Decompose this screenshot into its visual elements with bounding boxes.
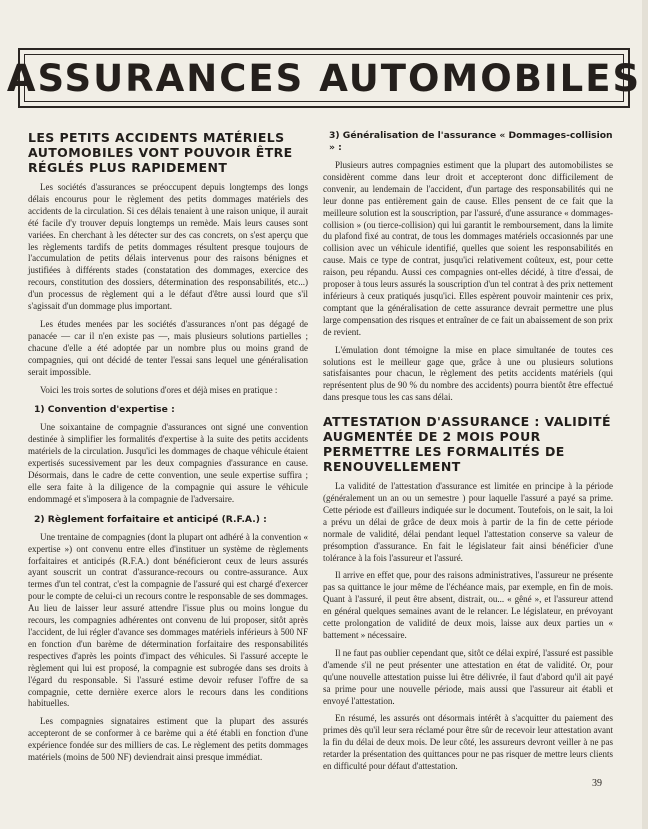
header-frame (6, 48, 642, 108)
article-heading-accidents: LES PETITS ACCIDENTS MATÉRIELS AUTOMOBILES VONT POUVOIR ÊTRE RÉGLÉS PLUS RAPIDEMENT (28, 130, 293, 175)
article-heading-attestation: ATTESTATION D'ASSURANCE : VALIDITÉ AUGMENTÉE DE 2 MOIS POUR PERMETTRE LES FORMALITÉS DE RENOUVELLEMENT (323, 414, 611, 475)
section-heading-convention: 1) Convention d'expertise : (34, 404, 175, 416)
page-title: ASSURANCES AUTOMOBILES (6, 56, 642, 100)
paragraph: Une trentaine de compagnies (dont la plupart ont adhéré à la convention « expertise ») ont convenu entre elles d'instituer un système de règlements forfaitaires et anticipés (R.F.A.) dont bénéficieront ceux de leurs assurés ayant souscrit un contrat d'assurance-recours ou contre-assurance. Aux termes d'un tel contrat, c'est la compagnie de l'assuré qui est chargé d'exercer pour le compte de celui-ci un recours contre le responsable de ses dommages. Au lieu de laisser leur assuré attendre l'issue plus ou moins longue du recours, les compagnies adhérentes ont convenu de lui proposer, sitôt après l'accident, de lui régler d'avance ses dommages matériels inférieurs à 500 NF en fonction d'un barème de détermination forfaitaire des responsabilités respectives d'après les points d'impact des véhicules. Si l'assuré accepte le règlement qui lui est proposé, la compagnie est subrogée dans ses droits à l'égard du responsable. Si l'assuré estime devoir refuser l'offre de sa compagnie, cette dernière exerce alors le recours dans les conditions habituelles. (28, 531, 308, 709)
section-heading-dommages-collision: 3) Généralisation de l'assurance « Dommages-collision » : (329, 130, 613, 153)
section-heading-rfa: 2) Règlement forfaitaire et anticipé (R.F.A.) : (34, 513, 267, 525)
paragraph: En résumé, les assurés ont désormais intérêt à s'acquitter du paiement des primes dès qu'il leur sera réclamé pour être sûr de recevoir leur attestation avant la fin du délai de deux mois. De leur côté, les assureurs devront veiller à ne pas retarder la présentation des quittances pour ne pas risquer de mettre leurs clients en difficulté pour défaut d'attestation. (323, 713, 613, 772)
paragraph: Il ne faut pas oublier cependant que, sitôt ce délai expiré, l'assuré est passible d'amende s'il ne peut présenter une attestation en état de validité. Or, pour qu'une nouvelle attestation puisse lui être délivrée, il faut d'abord qu'il ait payé sa prime pour une nouvelle période, mais aussi que l'assureur ait établi et envoyé l'attestation. (323, 647, 613, 706)
paragraph: Voici les trois sortes de solutions d'ores et déjà mises en pratique : (40, 384, 278, 395)
header-inner-frame (6, 54, 642, 102)
paragraph: L'émulation dont témoigne la mise en place simultanée de toutes ces solutions est le meilleur gage que, grâce à une ou plusieurs solutions satisfaisantes pour chacun, le règlement des petits accidents matériels (qui représentent plus de 90 % du nombre des accidents) pourra bientôt être effectué dans presque tous les cas sans délai. (323, 344, 613, 403)
left-column (28, 130, 308, 770)
right-column (323, 130, 613, 779)
paragraph: Une soixantaine de compagnie d'assurances ont signé une convention destinée à simplifier les formalités d'expertise à la suite des petits accidents matériels de la circulation. Jusqu'ici les dommages de chaque véhicule étaient expertisés sucessivement par les deux compagnies d'assurance en cause. Désormais, dans le cadre de cette convention, une seule expertise suffira ; elle sera faite à la diligence de la compagnie qui assure le véhicule endommagé et s'imposera à la compagnie de l'adversaire. (28, 422, 308, 504)
paragraph: Les études menées par les sociétés d'assurances n'ont pas dégagé de panacée — car il n'en existe pas —, mais plusieurs solutions partielles ; chacune d'elle a été adoptée par un nombre plus ou moins grand de compagnies, qui ont décidé de tenter l'essai sans lequel une généralisation serait impossible. (28, 318, 308, 377)
paragraph: La validité de l'attestation d'assurance est limitée en principe à la période (généralement un an ou un semestre ) pour laquelle l'assuré a payé sa prime. Cette période est d'ailleurs indiquée sur le document. Toutefois, on le sait, la loi a prévu un délai de grâce de deux mois à partir de la fin de cette période normale de validité, délai pendant lequel l'attestation conserve sa valeur de présomption d'assurance. En fait le législateur fait ainsi bénéficier d'une tolérance à la fois l'assureur et l'assuré. (323, 481, 613, 563)
paragraph: Les compagnies signataires estiment que la plupart des assurés accepteront de se conformer à ce barème qui a été établi en fonction d'une expérience fondée sur des milliers de cas. Le règlement des petits dommages matériels (moins de 500 NF) deviendrait ainsi presque immédiat. (28, 716, 308, 763)
paragraph: Les sociétés d'assurances se préoccupent depuis longtemps des longs délais encourus pour le règlement des petits dommages matériels des accidents de la circulation. Si ces délais tenaient à une raison unique, il aurait été facile d'y trouver depuis longtemps un remède. Mais leurs causes sont variées. En cherchant à les détecter sur des cas concrets, on s'est aperçu que les règlements tardifs de petits dommages résultent presque toujours de l'accumulation de petits délais intervenus pour des raisons bénignes et justifiées à différents stades (constatation des dommages, exercice des recours, constitution des dossiers, détermination des responsabilités, etc...) d'un processus de règlement qui a le défaut d'être aussi lourd que s'il s'agissait d'un dommage plus important. (28, 182, 308, 312)
paragraph: Plusieurs autres compagnies estiment que la plupart des automobilistes se considèrent comme dans leur droit et accepteront donc difficilement de convenir, au lendemain de l'accident, d'un partage des responsabilités qui ne leur donne pas entièrement gain de cause. Elles pensent de ce fait que la meilleure solution est la souscription, par l'assuré, d'une assurance « dommages-collision » (ou tierce-collision) qui lui garantit le remboursement, dans la limite du plafond fixé au contrat, de tous les dommages matériels occasionnés par une collision avec un véhicule identifié, quelles que soient les responsabilités en cause. Mais ce type de contrat, jusqu'ici relativement coûteux, est, pour cette raison, peu répandu. Aussi ces compagnies ont-elles décidé, à titre d'essai, de proposer à tous leurs assurés la souscription d'un tel contrat à des prix nettement inférieurs à ceux pratiqués jusqu'ici. Elles espèrent pouvoir maintenir ces prix, comptant que la généralisation de cette assurance devrait permettre une plus large compensation des risques et entraîner de ce fait un abaissement de son prix de revient. (323, 160, 613, 337)
page-number: 39 (592, 778, 602, 789)
paragraph: Il arrive en effet que, pour des raisons administratives, l'assureur ne présente pas sa quittance le jour même de l'échéance mais, par exemple, en fin de mois. Quant à l'assuré, il peut être absent, distrait, ou... « gêné », et l'assureur attend en général quelques semaines avant de le relancer. Le législateur, en prévoyant cette prolongation de validité de deux mois, laisse aux deux parties un « battement » nécessaire. (323, 570, 613, 640)
